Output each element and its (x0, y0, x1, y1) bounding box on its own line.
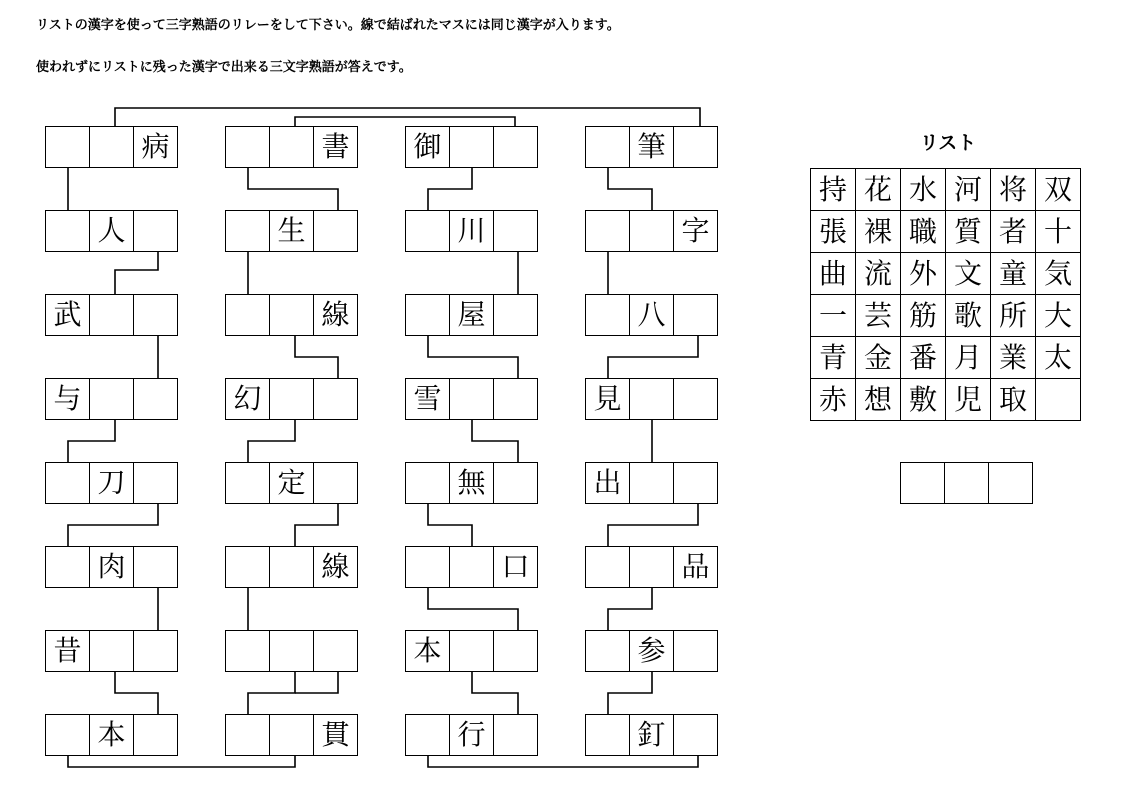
list-kanji-cell: 青 (811, 337, 856, 379)
list-kanji-cell: 歌 (946, 295, 991, 337)
blank-cell[interactable] (449, 630, 494, 672)
given-kanji-cell: 貫 (313, 714, 358, 756)
blank-cell[interactable] (585, 630, 630, 672)
connector-line (428, 168, 472, 210)
connector-line (248, 168, 338, 210)
list-kanji-cell: 想 (856, 379, 901, 421)
puzzle-word-row (585, 546, 720, 588)
blank-cell[interactable] (449, 126, 494, 168)
list-kanji-cell: 河 (946, 169, 991, 211)
list-kanji-cell: 気 (1036, 253, 1081, 295)
given-kanji-cell: 筆 (629, 126, 674, 168)
given-kanji-cell: 口 (493, 546, 538, 588)
list-kanji-cell: 張 (811, 211, 856, 253)
answer-row (900, 462, 1033, 504)
connector-line (428, 504, 472, 546)
given-kanji-cell: 本 (89, 714, 134, 756)
given-kanji-cell: 行 (449, 714, 494, 756)
blank-cell[interactable] (405, 294, 450, 336)
puzzle-word-row (45, 126, 180, 168)
blank-cell[interactable] (45, 714, 90, 756)
blank-cell[interactable] (629, 462, 674, 504)
blank-cell[interactable] (225, 210, 270, 252)
blank-cell[interactable] (225, 126, 270, 168)
list-kanji-cell: 流 (856, 253, 901, 295)
blank-cell[interactable] (449, 378, 494, 420)
blank-cell[interactable] (89, 630, 134, 672)
blank-cell[interactable] (405, 714, 450, 756)
connector-line (608, 168, 652, 210)
connector-line (68, 420, 115, 462)
blank-cell[interactable] (493, 462, 538, 504)
blank-cell[interactable] (449, 546, 494, 588)
blank-cell[interactable] (225, 546, 270, 588)
list-kanji-cell: 番 (901, 337, 946, 379)
given-kanji-cell: 出 (585, 462, 630, 504)
puzzle-word-row (585, 630, 720, 672)
given-kanji-cell: 与 (45, 378, 90, 420)
list-title: リスト (919, 132, 977, 154)
puzzle-word-row (585, 462, 720, 504)
list-kanji-cell: 金 (856, 337, 901, 379)
blank-cell[interactable] (225, 294, 270, 336)
connector-line (428, 588, 518, 630)
connector-line (68, 756, 295, 767)
blank-cell[interactable] (585, 714, 630, 756)
list-kanji-cell: 水 (901, 169, 946, 211)
given-kanji-cell: 無 (449, 462, 494, 504)
puzzle-word-row (225, 714, 360, 756)
blank-cell[interactable] (269, 714, 314, 756)
given-kanji-cell: 生 (269, 210, 314, 252)
given-kanji-cell: 線 (313, 294, 358, 336)
list-kanji-cell: 業 (991, 337, 1036, 379)
answer-cell[interactable] (988, 462, 1033, 504)
puzzle-word-row (45, 462, 180, 504)
list-kanji-cell: 筋 (901, 295, 946, 337)
list-kanji-cell: 月 (946, 337, 991, 379)
given-kanji-cell: 御 (405, 126, 450, 168)
blank-cell[interactable] (673, 126, 718, 168)
given-kanji-cell: 雪 (405, 378, 450, 420)
blank-cell[interactable] (133, 378, 178, 420)
blank-cell[interactable] (673, 294, 718, 336)
blank-cell[interactable] (225, 462, 270, 504)
list-kanji-cell: 児 (946, 379, 991, 421)
puzzle-word-row (45, 714, 180, 756)
blank-cell[interactable] (673, 714, 718, 756)
puzzle-word-row (45, 546, 180, 588)
blank-cell[interactable] (585, 210, 630, 252)
connector-line (472, 672, 518, 714)
instruction-line-2: 使われずにリストに残った漢字で出来る三文字熟語が答えです。 (36, 60, 412, 75)
puzzle-word-row (45, 630, 180, 672)
blank-cell[interactable] (45, 546, 90, 588)
puzzle-word-row (405, 462, 540, 504)
puzzle-word-row (225, 126, 360, 168)
list-kanji-cell: 曲 (811, 253, 856, 295)
answer-cell[interactable] (944, 462, 989, 504)
answer-cell[interactable] (900, 462, 945, 504)
connector-line (295, 117, 515, 126)
given-kanji-cell: 肉 (89, 546, 134, 588)
blank-cell[interactable] (405, 462, 450, 504)
puzzle-word-row (45, 210, 180, 252)
given-kanji-cell: 本 (405, 630, 450, 672)
puzzle-word-row (405, 294, 540, 336)
given-kanji-cell: 書 (313, 126, 358, 168)
blank-cell[interactable] (89, 126, 134, 168)
blank-cell[interactable] (133, 210, 178, 252)
list-kanji-cell (1036, 379, 1081, 421)
given-kanji-cell: 品 (673, 546, 718, 588)
connector-line (608, 672, 652, 714)
puzzle-word-row (225, 630, 360, 672)
blank-cell[interactable] (493, 714, 538, 756)
blank-cell[interactable] (629, 546, 674, 588)
kanji-list (810, 168, 1081, 421)
connector-line (608, 336, 698, 378)
blank-cell[interactable] (493, 210, 538, 252)
list-kanji-cell: 文 (946, 253, 991, 295)
list-kanji-cell: 赤 (811, 379, 856, 421)
blank-cell[interactable] (269, 378, 314, 420)
given-kanji-cell: 釘 (629, 714, 674, 756)
blank-cell[interactable] (629, 378, 674, 420)
given-kanji-cell: 字 (673, 210, 718, 252)
given-kanji-cell: 線 (313, 546, 358, 588)
blank-cell[interactable] (585, 126, 630, 168)
connector-line (248, 672, 295, 714)
puzzle-word-row (225, 546, 360, 588)
blank-cell[interactable] (45, 462, 90, 504)
blank-cell[interactable] (313, 378, 358, 420)
blank-cell[interactable] (405, 546, 450, 588)
connector-line (115, 252, 158, 294)
blank-cell[interactable] (493, 126, 538, 168)
list-kanji-cell: 将 (991, 169, 1036, 211)
blank-cell[interactable] (225, 630, 270, 672)
blank-cell[interactable] (133, 462, 178, 504)
puzzle-word-row (585, 378, 720, 420)
list-kanji-cell: 職 (901, 211, 946, 253)
given-kanji-cell: 病 (133, 126, 178, 168)
connector-line (295, 672, 338, 693)
given-kanji-cell: 人 (89, 210, 134, 252)
connector-line (248, 420, 295, 462)
blank-cell[interactable] (313, 462, 358, 504)
blank-cell[interactable] (269, 126, 314, 168)
connector-line (68, 504, 158, 546)
blank-cell[interactable] (225, 714, 270, 756)
list-kanji-cell: 持 (811, 169, 856, 211)
given-kanji-cell: 刀 (89, 462, 134, 504)
blank-cell[interactable] (269, 294, 314, 336)
connector-line (295, 504, 338, 546)
connector-line (115, 672, 158, 714)
blank-cell[interactable] (269, 546, 314, 588)
list-kanji-cell: 一 (811, 295, 856, 337)
given-kanji-cell: 定 (269, 462, 314, 504)
connector-line (608, 588, 652, 630)
blank-cell[interactable] (269, 630, 314, 672)
blank-cell[interactable] (89, 294, 134, 336)
list-kanji-cell: 敷 (901, 379, 946, 421)
list-kanji-cell: 大 (1036, 295, 1081, 337)
blank-cell[interactable] (133, 630, 178, 672)
connector-line (428, 756, 698, 767)
blank-cell[interactable] (493, 294, 538, 336)
blank-cell[interactable] (133, 714, 178, 756)
given-kanji-cell: 川 (449, 210, 494, 252)
list-kanji-cell: 太 (1036, 337, 1081, 379)
puzzle-word-row (405, 378, 540, 420)
connector-line (428, 336, 518, 378)
puzzle-word-row (405, 630, 540, 672)
list-kanji-cell: 十 (1036, 211, 1081, 253)
puzzle-word-row (405, 210, 540, 252)
given-kanji-cell: 屋 (449, 294, 494, 336)
given-kanji-cell: 見 (585, 378, 630, 420)
puzzle-word-row (45, 294, 180, 336)
blank-cell[interactable] (585, 546, 630, 588)
blank-cell[interactable] (133, 546, 178, 588)
blank-cell[interactable] (673, 378, 718, 420)
list-kanji-cell: 童 (991, 253, 1036, 295)
blank-cell[interactable] (405, 210, 450, 252)
given-kanji-cell: 幻 (225, 378, 270, 420)
list-kanji-cell: 者 (991, 211, 1036, 253)
list-kanji-cell: 取 (991, 379, 1036, 421)
puzzle-word-row (585, 126, 720, 168)
list-kanji-cell: 質 (946, 211, 991, 253)
given-kanji-cell: 昔 (45, 630, 90, 672)
blank-cell[interactable] (673, 630, 718, 672)
list-kanji-cell: 芸 (856, 295, 901, 337)
given-kanji-cell: 武 (45, 294, 90, 336)
connector-line (295, 336, 338, 378)
connector-line (608, 504, 698, 546)
list-kanji-cell: 外 (901, 253, 946, 295)
puzzle-word-row (585, 210, 720, 252)
connector-line (472, 420, 518, 462)
puzzle-word-row (45, 378, 180, 420)
blank-cell[interactable] (45, 126, 90, 168)
puzzle-word-row (405, 714, 540, 756)
blank-cell[interactable] (585, 294, 630, 336)
blank-cell[interactable] (493, 630, 538, 672)
puzzle-word-row (585, 714, 720, 756)
given-kanji-cell: 参 (629, 630, 674, 672)
list-kanji-cell: 双 (1036, 169, 1081, 211)
puzzle-word-row (225, 378, 360, 420)
blank-cell[interactable] (133, 294, 178, 336)
blank-cell[interactable] (313, 210, 358, 252)
blank-cell[interactable] (629, 210, 674, 252)
puzzle-word-row (585, 294, 720, 336)
list-kanji-cell: 裸 (856, 211, 901, 253)
blank-cell[interactable] (89, 378, 134, 420)
blank-cell[interactable] (45, 210, 90, 252)
puzzle-word-row (225, 210, 360, 252)
instruction-line-1: リストの漢字を使って三字熟語のリレーをして下さい。線で結ばれたマスには同じ漢字が入ります。 (36, 18, 620, 33)
list-kanji-cell: 花 (856, 169, 901, 211)
blank-cell[interactable] (313, 630, 358, 672)
blank-cell[interactable] (673, 462, 718, 504)
puzzle-word-row (225, 294, 360, 336)
list-kanji-cell: 所 (991, 295, 1036, 337)
puzzle-word-row (405, 126, 540, 168)
given-kanji-cell: 八 (629, 294, 674, 336)
puzzle-word-row (405, 546, 540, 588)
puzzle-word-row (225, 462, 360, 504)
blank-cell[interactable] (493, 378, 538, 420)
